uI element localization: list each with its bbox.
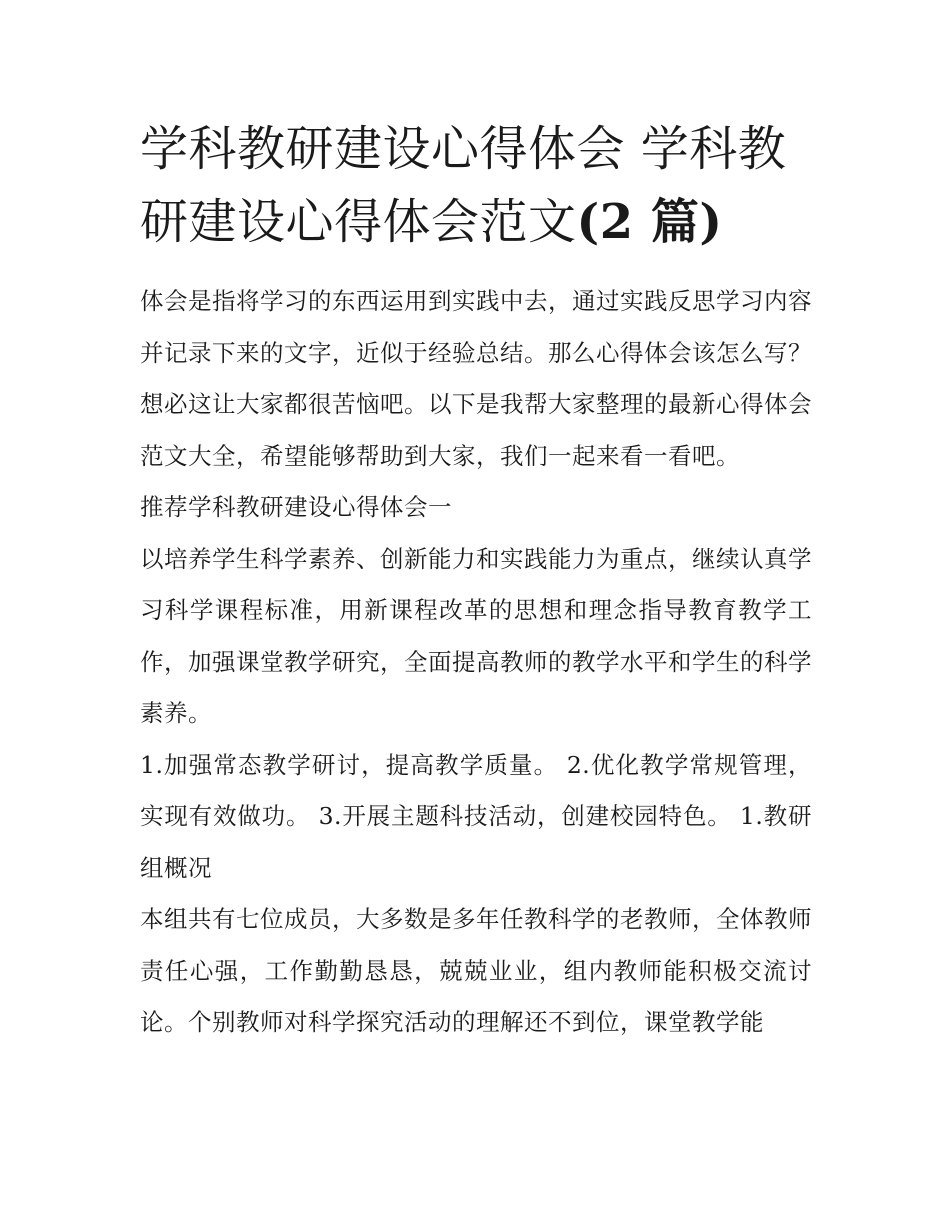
key-points-paragraph: 1.加强常态教学研讨，提高教学质量。 2.优化教学常规管理，实现有效做功。 3.开展主题科技活动，创建校园特色。 1.教研组概况: [140, 750, 812, 882]
goal-paragraph: 以培养学生科学素养、创新能力和实践能力为重点，继续认真学习科学课程标准，用新课程改革的思想和理念指导教育教学工作，加强课堂教学研究，全面提高教师的教学水平和学生的科学素养。: [140, 544, 812, 727]
section-heading: 推荐学科教研建设心得体会一: [140, 493, 452, 521]
intro-paragraph: 体会是指将学习的东西运用到实践中去，通过实践反思学习内容并记录下来的文字，近似于经验总结。那么心得体会该怎么写？想必这让大家都很苦恼吧。以下是我帮大家整理的最新心得体会范文大全，希望能够帮助到大家，我们一起来看一看吧。: [140, 287, 812, 470]
title-suffix: (2 篇): [576, 194, 723, 250]
document-body: [140, 276, 812, 1049]
group-overview-paragraph: 本组共有七位成员，大多数是多年任教科学的老教师，全体教师责任心强，工作勤勤恳恳，兢兢业业，组内教师能积极交流讨论。个别教师对科学探究活动的理解还不到位，课堂教学能: [140, 905, 812, 1036]
title-main: 学科教研建设心得体会 学科教研建设心得体会范文: [140, 121, 787, 250]
page-title: [140, 113, 820, 259]
